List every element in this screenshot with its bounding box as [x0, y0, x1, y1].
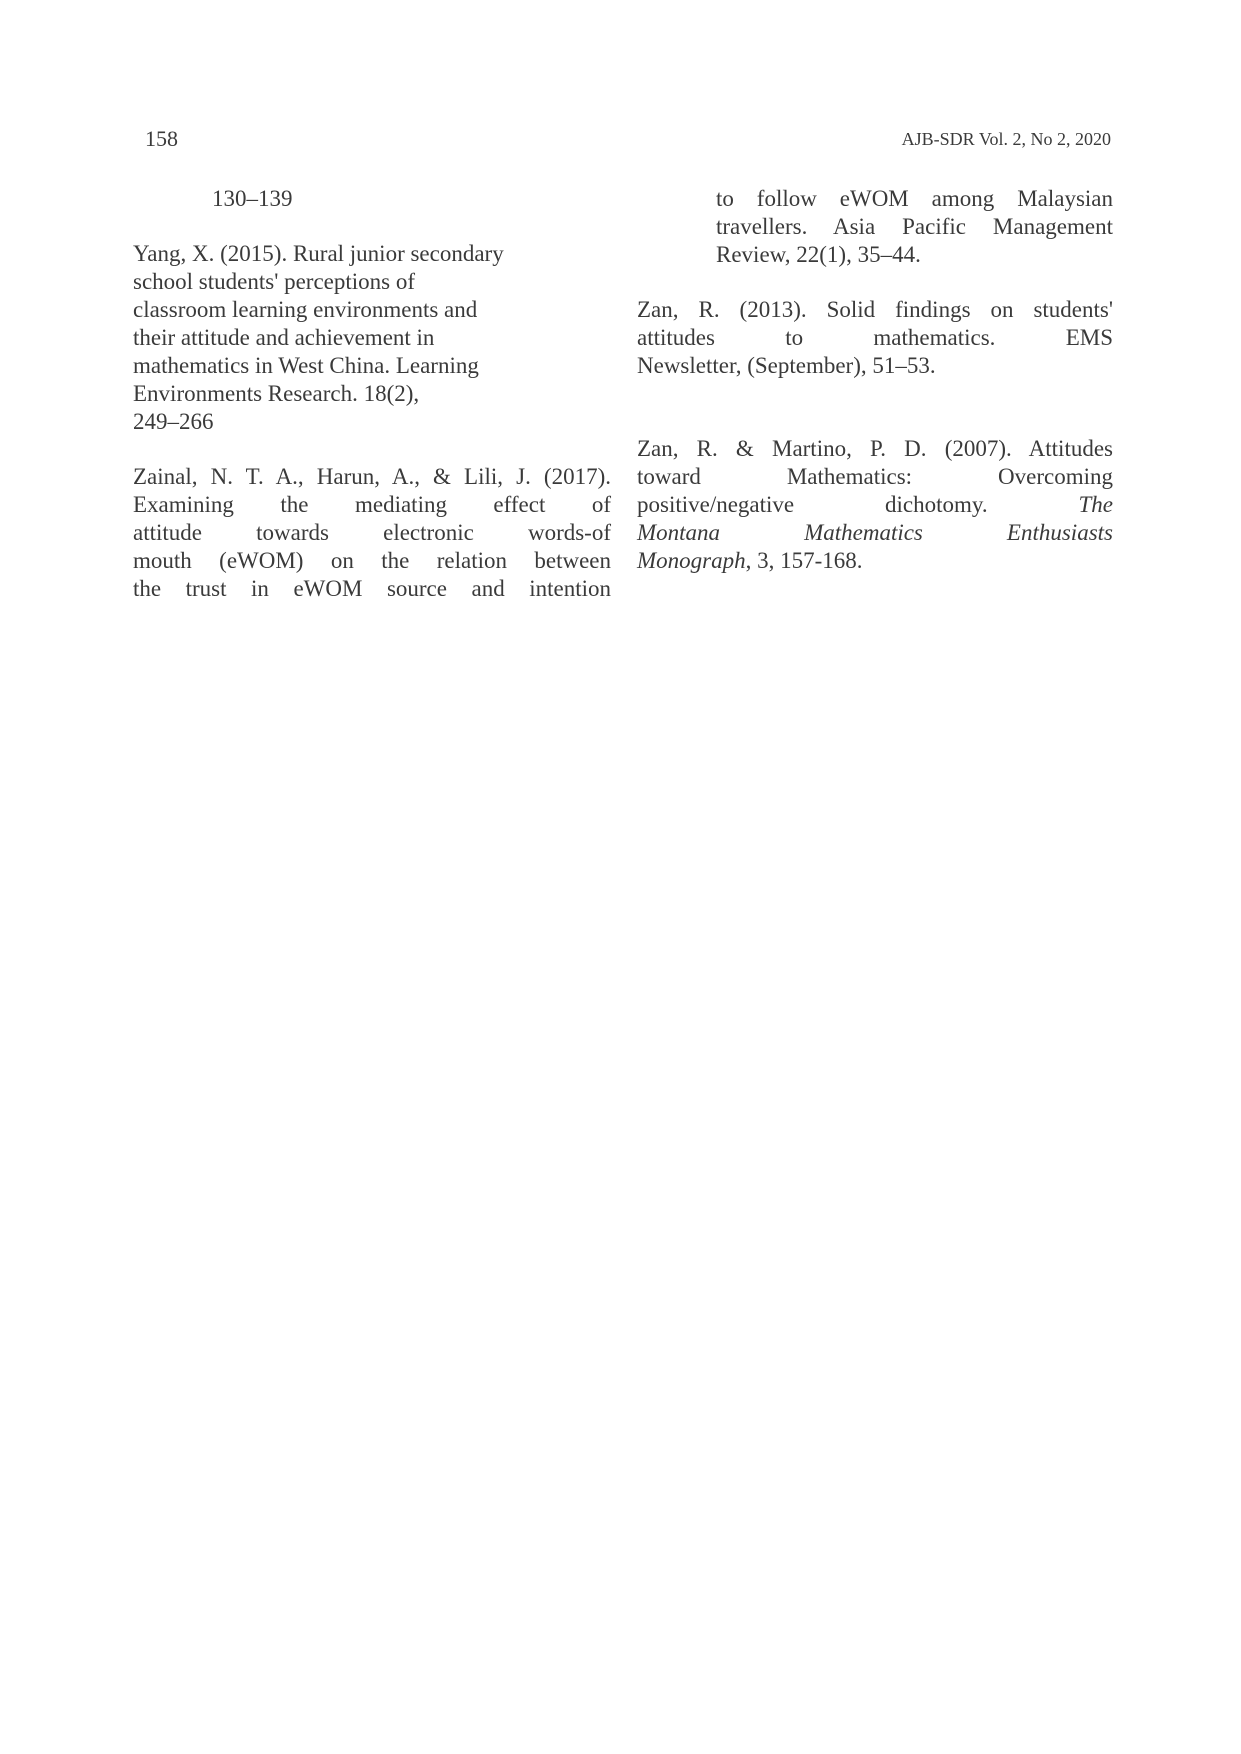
reference-line: 249–266 — [133, 409, 214, 434]
reference-line: Examining the mediating effect of — [133, 492, 611, 517]
reference-line — [637, 491, 1113, 519]
reference-line: Zan, R. & Martino, P. D. (2007). Attitudes — [637, 436, 1113, 461]
reference-line: the trust in eWOM source and intention — [133, 576, 611, 601]
reference-line: attitude towards electronic words-of — [133, 520, 611, 545]
reference-line: mathematics in West China. Learning — [133, 353, 479, 378]
reference-zainal-2017 — [133, 463, 611, 603]
reference-line: school students' perceptions of — [133, 269, 416, 294]
reference-line: their attitude and achievement in — [133, 325, 435, 350]
reference-line: Zainal, N. T. A., Harun, A., & Lili, J. (2017). — [133, 464, 611, 489]
reference-line: Review, 22(1), 35–44. — [716, 242, 921, 267]
reference-title-italic: Montana Mathematics Enthusiasts — [637, 520, 1113, 545]
reference-line: Yang, X. (2015). Rural junior secondary — [133, 241, 504, 266]
reference-line: mouth (eWOM) on the relation between — [133, 548, 611, 573]
reference-line — [637, 547, 1113, 575]
reference-yang-2015 — [133, 240, 611, 436]
reference-title-italic: Monograph — [637, 548, 746, 573]
right-column — [637, 185, 1113, 575]
reference-continuation — [133, 185, 611, 213]
reference-text: positive/negative dichotomy. — [637, 492, 1079, 517]
reference-line: attitudes to mathematics. EMS — [637, 325, 1113, 350]
reference-line: Newsletter, (September), 51–53. — [637, 353, 936, 378]
page-number: 158 — [145, 126, 178, 151]
reference-line: Environments Research. 18(2), — [133, 381, 420, 406]
reference-line: Zan, R. (2013). Solid findings on students' — [637, 297, 1113, 322]
reference-title-italic: The — [1078, 492, 1113, 517]
reference-text: , 3, 157-168. — [745, 548, 863, 573]
running-head: AJB-SDR Vol. 2, No 2, 2020 — [901, 129, 1111, 149]
reference-line: toward Mathematics: Overcoming — [637, 464, 1113, 489]
left-column — [133, 185, 611, 603]
reference-line: travellers. Asia Pacific Management — [716, 214, 1113, 239]
reference-line: classroom learning environments and — [133, 297, 478, 322]
reference-line: to follow eWOM among Malaysian — [716, 186, 1113, 211]
reference-zan-2013 — [637, 296, 1113, 380]
reference-line: 130–139 — [212, 186, 293, 211]
reference-zainal-continuation — [637, 185, 1113, 269]
reference-zan-2007 — [637, 435, 1113, 575]
